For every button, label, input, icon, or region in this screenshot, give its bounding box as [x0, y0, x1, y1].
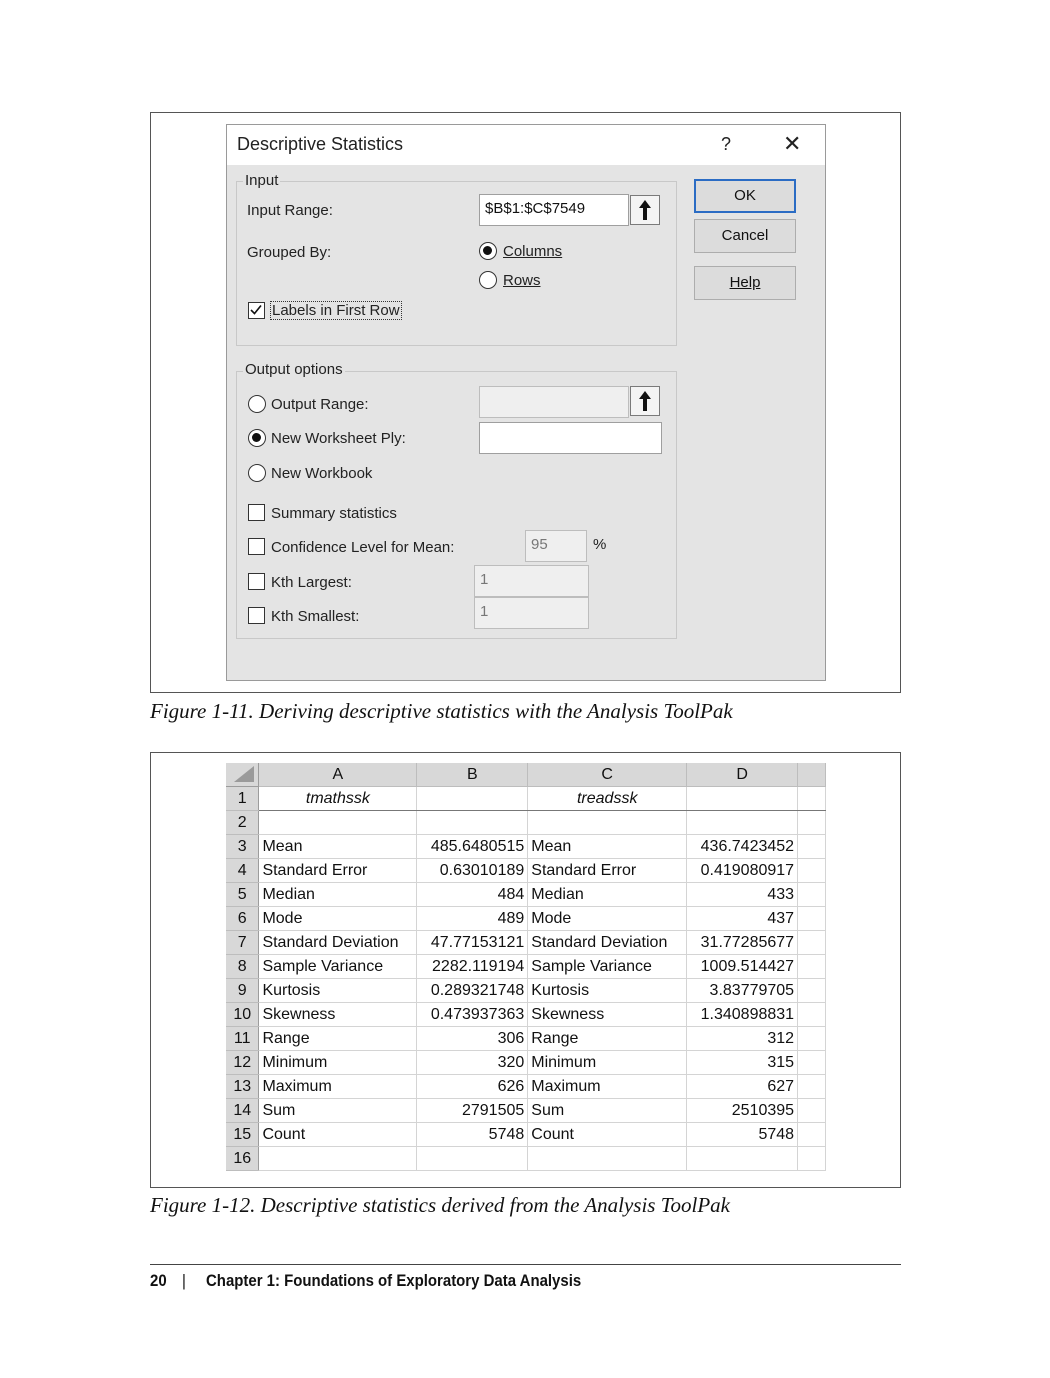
- sheet-cell[interactable]: 5748: [417, 1123, 528, 1147]
- sheet-cell[interactable]: [528, 1147, 687, 1171]
- sheet-cell[interactable]: Range: [259, 1027, 417, 1051]
- new-worksheet-ply-label[interactable]: New Worksheet Ply:: [271, 430, 406, 447]
- sheet-cell[interactable]: Sample Variance: [259, 955, 417, 979]
- confidence-level-label[interactable]: Confidence Level for Mean:: [271, 539, 455, 556]
- kth-smallest-label[interactable]: Kth Smallest:: [271, 608, 360, 625]
- sheet-cell[interactable]: Maximum: [528, 1075, 687, 1099]
- dialog-title: Descriptive Statistics: [237, 134, 404, 154]
- sheet-cell[interactable]: tmathssk: [259, 787, 417, 811]
- table-row: [226, 955, 826, 979]
- sheet-cell[interactable]: Mode: [259, 907, 417, 931]
- sheet-cell[interactable]: Sum: [259, 1099, 417, 1123]
- column-header-b[interactable]: B: [417, 763, 528, 787]
- row-header[interactable]: 3: [226, 835, 259, 859]
- sheet-cell[interactable]: 484: [417, 883, 528, 907]
- output-options-legend: Output options: [245, 361, 343, 378]
- kth-largest-label[interactable]: Kth Largest:: [271, 574, 352, 591]
- sheet-cell[interactable]: [528, 811, 687, 835]
- sheet-cell[interactable]: 47.77153121: [417, 931, 528, 955]
- sheet-cell[interactable]: [798, 835, 826, 859]
- sheet-cell[interactable]: [417, 1147, 528, 1171]
- sheet-cell[interactable]: Count: [528, 1123, 687, 1147]
- table-row: [226, 907, 826, 931]
- rows-radio[interactable]: [479, 271, 497, 289]
- input-range-collapse-button[interactable]: [630, 195, 660, 225]
- row-header[interactable]: 12: [226, 1051, 259, 1075]
- grouped-by-label: Grouped By:: [247, 244, 332, 261]
- sheet-cell[interactable]: 489: [417, 907, 528, 931]
- sheet-cell[interactable]: 627: [687, 1075, 798, 1099]
- output-range-radio[interactable]: [248, 395, 266, 413]
- sheet-cell[interactable]: Skewness: [528, 1003, 687, 1027]
- sheet-cell[interactable]: [798, 1147, 826, 1171]
- sheet-cell[interactable]: 31.77285677: [687, 931, 798, 955]
- input-range-field[interactable]: $B$1:$C$7549: [479, 194, 629, 226]
- arrow-up-icon: [631, 196, 659, 224]
- column-header-c[interactable]: C: [528, 763, 687, 787]
- sheet-cell[interactable]: Mode: [528, 907, 687, 931]
- column-header-row: [226, 763, 826, 787]
- sheet-cell[interactable]: 437: [687, 907, 798, 931]
- table-row: [226, 1075, 826, 1099]
- sheet-cell[interactable]: Standard Error: [259, 859, 417, 883]
- column-header-d[interactable]: D: [687, 763, 798, 787]
- column-header-e[interactable]: [798, 763, 826, 787]
- sheet-cell[interactable]: 2510395: [687, 1099, 798, 1123]
- spreadsheet: [226, 763, 826, 1171]
- checkmark-icon: [249, 303, 263, 317]
- table-row: [226, 811, 826, 835]
- page-number: 20: [150, 1271, 167, 1290]
- sheet-cell[interactable]: [798, 1051, 826, 1075]
- table-row: [226, 835, 826, 859]
- sheet-cell[interactable]: 0.473937363: [417, 1003, 528, 1027]
- kth-largest-field[interactable]: 1: [474, 565, 589, 597]
- sheet-cell[interactable]: Standard Deviation: [528, 931, 687, 955]
- footer-separator: |: [182, 1271, 186, 1290]
- summary-statistics-checkbox[interactable]: [248, 504, 265, 521]
- spreadsheet-grid: [226, 763, 826, 1171]
- sheet-cell[interactable]: [798, 955, 826, 979]
- confidence-level-checkbox[interactable]: [248, 538, 265, 555]
- descriptive-statistics-dialog: [226, 124, 826, 681]
- sheet-cell[interactable]: 315: [687, 1051, 798, 1075]
- sheet-cell[interactable]: [417, 811, 528, 835]
- row-header[interactable]: 10: [226, 1003, 259, 1027]
- table-row: [226, 1003, 826, 1027]
- row-header[interactable]: 16: [226, 1147, 259, 1171]
- sheet-cell[interactable]: 626: [417, 1075, 528, 1099]
- sheet-cell[interactable]: [798, 1027, 826, 1051]
- sheet-cell[interactable]: [798, 931, 826, 955]
- sheet-cell[interactable]: [798, 859, 826, 883]
- sheet-cell[interactable]: Kurtosis: [528, 979, 687, 1003]
- sheet-cell[interactable]: treadssk: [528, 787, 687, 811]
- sheet-cell[interactable]: [798, 787, 826, 811]
- row-header[interactable]: 1: [226, 787, 259, 811]
- table-row: [226, 859, 826, 883]
- sheet-cell[interactable]: 433: [687, 883, 798, 907]
- output-range-field[interactable]: [479, 386, 629, 418]
- row-header[interactable]: 2: [226, 811, 259, 835]
- sheet-cell[interactable]: Sum: [528, 1099, 687, 1123]
- table-row: [226, 1147, 826, 1171]
- sheet-cell[interactable]: Maximum: [259, 1075, 417, 1099]
- input-group-legend: Input: [245, 172, 279, 189]
- sheet-cell[interactable]: 485.6480515: [417, 835, 528, 859]
- sheet-cell[interactable]: 320: [417, 1051, 528, 1075]
- new-workbook-label[interactable]: New Workbook: [271, 465, 373, 482]
- sheet-cell[interactable]: [687, 811, 798, 835]
- new-worksheet-ply-radio[interactable]: [248, 429, 266, 447]
- confidence-percent-label: %: [593, 536, 607, 553]
- sheet-cell[interactable]: Skewness: [259, 1003, 417, 1027]
- rows-radio-label[interactable]: Rows: [503, 272, 541, 289]
- sheet-cell[interactable]: [798, 1099, 826, 1123]
- row-header[interactable]: 9: [226, 979, 259, 1003]
- columns-radio[interactable]: [479, 242, 497, 260]
- labels-first-row-label[interactable]: Labels in First Row: [272, 302, 400, 319]
- sheet-cell[interactable]: 436.7423452: [687, 835, 798, 859]
- sheet-cell[interactable]: [687, 1147, 798, 1171]
- input-range-label: Input Range:: [247, 202, 333, 219]
- figure-1-11-caption: Figure 1-11. Deriving descriptive statistics with the Analysis ToolPak: [150, 699, 733, 723]
- sheet-cell[interactable]: Mean: [259, 835, 417, 859]
- confidence-level-field[interactable]: 95: [525, 530, 587, 562]
- chapter-title: Chapter 1: Foundations of Exploratory Data Analysis: [206, 1271, 582, 1290]
- sheet-cell[interactable]: [687, 787, 798, 811]
- sheet-cell[interactable]: [417, 787, 528, 811]
- sheet-cell[interactable]: Kurtosis: [259, 979, 417, 1003]
- table-row: [226, 1099, 826, 1123]
- kth-smallest-checkbox[interactable]: [248, 607, 265, 624]
- new-worksheet-ply-field[interactable]: [479, 422, 662, 454]
- row-header[interactable]: 8: [226, 955, 259, 979]
- sheet-cell[interactable]: 2791505: [417, 1099, 528, 1123]
- sheet-cell[interactable]: 0.419080917: [687, 859, 798, 883]
- dialog-body: [227, 165, 825, 680]
- summary-statistics-label[interactable]: Summary statistics: [271, 505, 397, 522]
- sheet-cell[interactable]: Sample Variance: [528, 955, 687, 979]
- row-header[interactable]: 5: [226, 883, 259, 907]
- sheet-cell[interactable]: 312: [687, 1027, 798, 1051]
- sheet-cell[interactable]: [798, 1075, 826, 1099]
- table-row: [226, 787, 826, 811]
- sheet-cell[interactable]: [798, 1003, 826, 1027]
- dialog-titlebar: [227, 125, 825, 165]
- kth-largest-checkbox[interactable]: [248, 573, 265, 590]
- sheet-cell[interactable]: 306: [417, 1027, 528, 1051]
- arrow-up-icon: [631, 387, 659, 415]
- ok-button[interactable]: OK: [694, 179, 796, 213]
- column-header-a[interactable]: A: [259, 763, 417, 787]
- footer-rule: [150, 1264, 901, 1265]
- output-range-collapse-button[interactable]: [630, 386, 660, 416]
- sheet-cell[interactable]: [798, 883, 826, 907]
- sheet-cell[interactable]: Standard Error: [528, 859, 687, 883]
- table-row: [226, 979, 826, 1003]
- sheet-cell[interactable]: 1.340898831: [687, 1003, 798, 1027]
- select-all-corner[interactable]: [226, 763, 259, 787]
- sheet-cell[interactable]: Minimum: [259, 1051, 417, 1075]
- output-range-label[interactable]: Output Range:: [271, 396, 369, 413]
- sheet-cell[interactable]: Median: [259, 883, 417, 907]
- sheet-cell[interactable]: [798, 1123, 826, 1147]
- sheet-cell[interactable]: Mean: [528, 835, 687, 859]
- row-header[interactable]: 14: [226, 1099, 259, 1123]
- table-row: [226, 931, 826, 955]
- sheet-cell[interactable]: 5748: [687, 1123, 798, 1147]
- sheet-cell[interactable]: [798, 811, 826, 835]
- row-header[interactable]: 4: [226, 859, 259, 883]
- sheet-cell[interactable]: Range: [528, 1027, 687, 1051]
- sheet-cell[interactable]: Median: [528, 883, 687, 907]
- labels-first-row-checkbox[interactable]: [248, 302, 265, 319]
- sheet-cell[interactable]: 1009.514427: [687, 955, 798, 979]
- sheet-cell[interactable]: 3.83779705: [687, 979, 798, 1003]
- table-row: [226, 1051, 826, 1075]
- select-all-triangle-icon: [228, 764, 256, 784]
- columns-radio-label[interactable]: Columns: [503, 243, 563, 260]
- row-header[interactable]: 11: [226, 1027, 259, 1051]
- cancel-button[interactable]: Cancel: [694, 219, 796, 253]
- row-header[interactable]: 6: [226, 907, 259, 931]
- sheet-cell[interactable]: [259, 1147, 417, 1171]
- table-row: [226, 1027, 826, 1051]
- figure-1-12-caption: Figure 1-12. Descriptive statistics derived from the Analysis ToolPak: [150, 1193, 730, 1217]
- sheet-cell[interactable]: [798, 979, 826, 1003]
- sheet-cell[interactable]: 0.63010189: [417, 859, 528, 883]
- sheet-cell[interactable]: Count: [259, 1123, 417, 1147]
- sheet-cell[interactable]: [259, 811, 417, 835]
- kth-smallest-field[interactable]: 1: [474, 597, 589, 629]
- sheet-cell[interactable]: [798, 907, 826, 931]
- close-icon[interactable]: ✕: [783, 131, 802, 156]
- sheet-cell[interactable]: Minimum: [528, 1051, 687, 1075]
- table-row: [226, 1123, 826, 1147]
- row-header[interactable]: 15: [226, 1123, 259, 1147]
- sheet-cell[interactable]: 2282.119194: [417, 955, 528, 979]
- sheet-cell[interactable]: Standard Deviation: [259, 931, 417, 955]
- table-row: [226, 883, 826, 907]
- help-question-icon[interactable]: ?: [721, 134, 732, 154]
- sheet-cell[interactable]: 0.289321748: [417, 979, 528, 1003]
- row-header[interactable]: 13: [226, 1075, 259, 1099]
- new-workbook-radio[interactable]: [248, 464, 266, 482]
- row-header[interactable]: 7: [226, 931, 259, 955]
- help-button[interactable]: Help: [694, 266, 796, 300]
